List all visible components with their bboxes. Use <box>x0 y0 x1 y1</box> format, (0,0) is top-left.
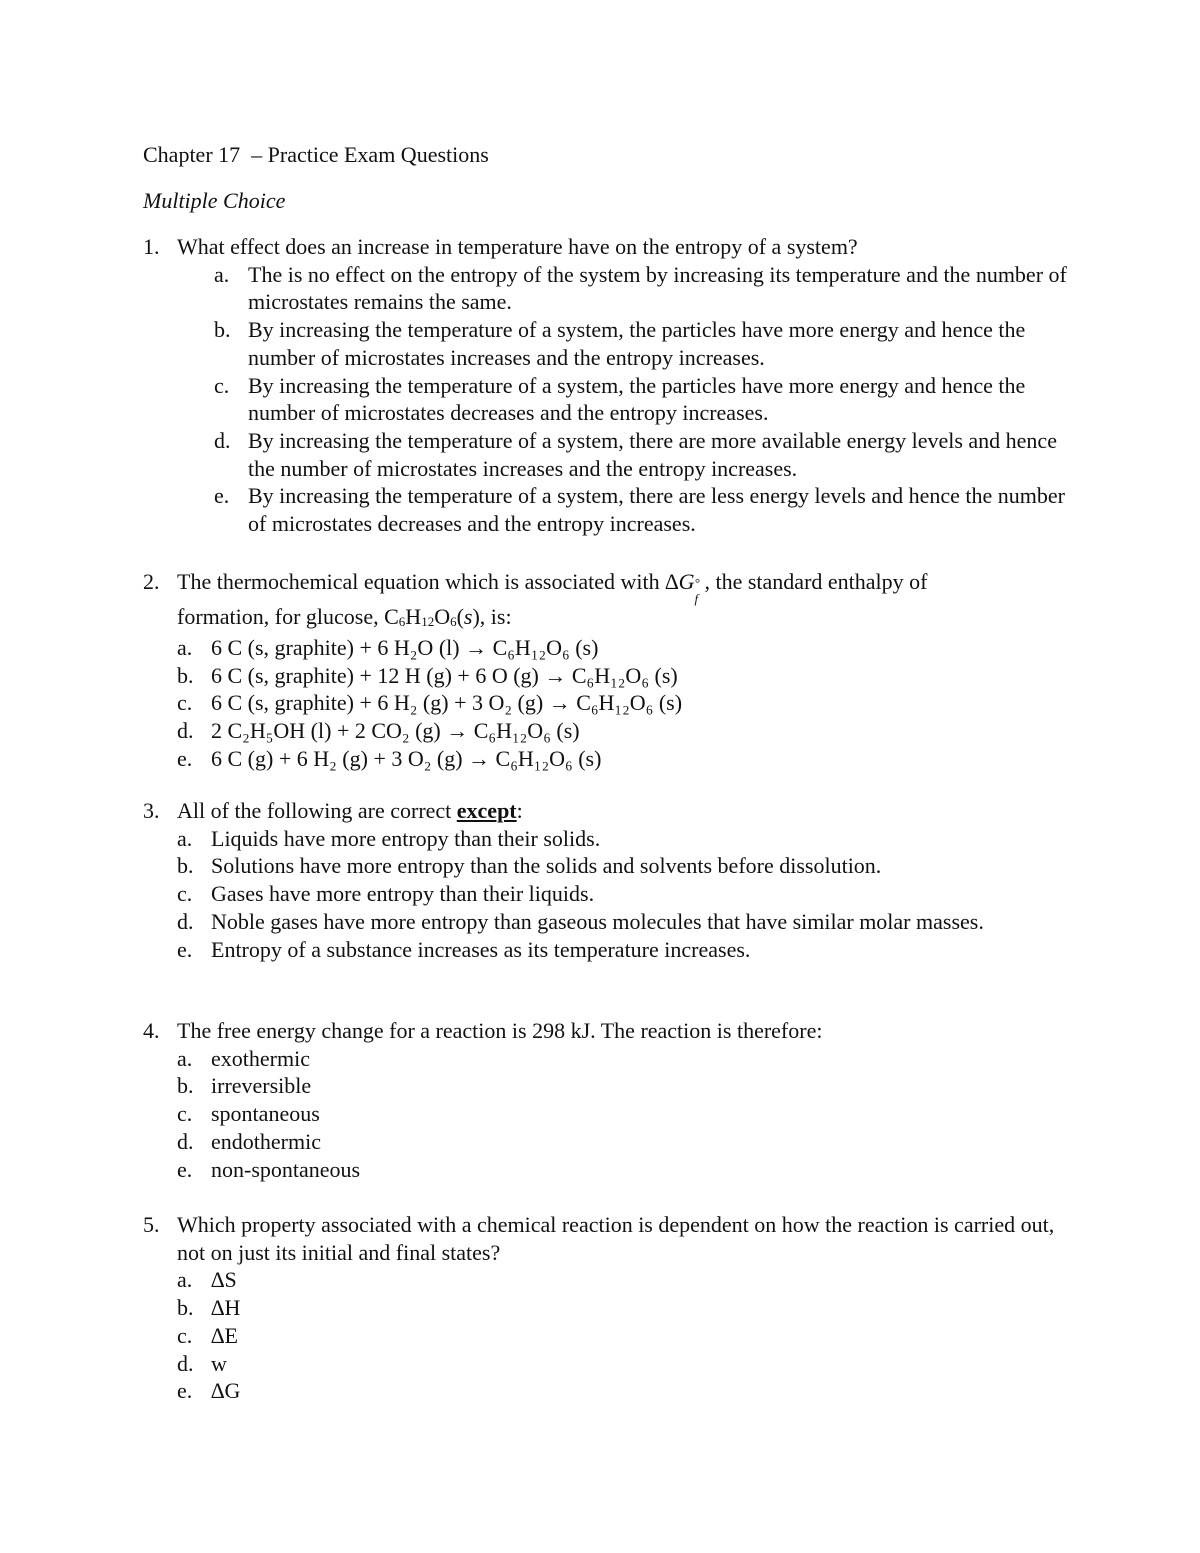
option-text: By increasing the temperature of a system, there are more available energy levels and hence the number of microstates increases and the entropy increases. <box>248 427 1057 481</box>
section-heading: Multiple Choice <box>143 188 286 213</box>
question-text: Which property associated with a chemical reaction is dependent on how the reaction is carried out, not on just its initial and final states? <box>177 1212 1055 1265</box>
answer-option <box>143 662 1078 690</box>
option-letter: c. <box>214 372 230 398</box>
question-text-cont: , the standard enthalpy of <box>704 569 928 594</box>
option-letter: b. <box>177 853 194 879</box>
degree-sup: ° <box>694 575 700 590</box>
question-4-stem <box>143 1017 1078 1045</box>
answer-option <box>143 372 1078 427</box>
question-number: 3. <box>143 798 160 823</box>
option-letter: b. <box>177 1073 194 1099</box>
answer-option <box>143 745 1078 773</box>
answer-option <box>143 717 1078 745</box>
option-letter: c. <box>177 881 193 907</box>
question-2-stem-line2: formation, for glucose, $C_6H_{12}O_6(s)$, is: <box>177 604 512 629</box>
option-letter: a. <box>177 1045 193 1071</box>
option-text: 2 C₂H₅OH (l) + 2 CO₂ (g) → C₆H₁₂O₆ (s) <box>211 718 580 744</box>
option-letter: b. <box>177 662 194 688</box>
question-number: 2. <box>143 569 160 594</box>
option-letter: c. <box>177 690 193 716</box>
question-text-line2: formation, for glucose, C <box>177 604 399 629</box>
option-text: ∆G <box>211 1378 241 1404</box>
answer-option <box>143 908 1078 936</box>
option-letter: a. <box>177 1267 193 1293</box>
option-letter: d. <box>177 1128 194 1154</box>
option-letter: d. <box>177 718 194 744</box>
question-3 <box>143 797 1078 963</box>
option-letter: e. <box>177 936 193 962</box>
answer-option <box>143 1266 1078 1294</box>
answer-option <box>143 1156 1078 1184</box>
question-text: The thermochemical equation which is associated with <box>177 569 660 594</box>
option-text: 6 C (s, graphite) + 12 H (g) + 6 O (g) → C₆H₁₂O₆ (s) <box>211 662 678 688</box>
question-4 <box>143 1017 1078 1183</box>
answer-option <box>143 634 1078 662</box>
option-text: By increasing the temperature of a system, the particles have more energy and hence the number of microstates increases and the entropy increases. <box>248 317 1026 370</box>
answer-option <box>143 1377 1078 1405</box>
answer-option <box>143 852 1078 880</box>
option-text: Gases have more entropy than their liquids. <box>211 881 595 907</box>
option-text: Solutions have more entropy than the solids and solvents before dissolution. <box>211 853 882 879</box>
option-text: ∆H <box>211 1295 241 1321</box>
answer-option <box>143 1128 1078 1156</box>
answer-option <box>143 1100 1078 1128</box>
question-2 <box>143 564 1078 773</box>
option-text: irreversible <box>211 1073 312 1099</box>
option-letter: d. <box>177 908 194 934</box>
question-text: What effect does an increase in temperature have on the entropy of a system? <box>177 234 858 259</box>
answer-option <box>143 482 1078 537</box>
question-5-stem <box>143 1211 1078 1266</box>
option-text: ∆E <box>211 1322 238 1348</box>
option-text: ∆S <box>211 1267 237 1293</box>
option-text: 6 C (s, graphite) + 6 H₂O (l) → C₆H₁₂O₆ (s) <box>211 635 599 660</box>
option-letter: a. <box>177 825 193 851</box>
delta-g-text: ∆G <box>665 569 695 594</box>
option-text: non-spontaneous <box>211 1156 361 1182</box>
question-number: 5. <box>143 1212 160 1237</box>
answer-option <box>143 689 1078 717</box>
answer-option <box>143 936 1078 964</box>
option-letter: c. <box>177 1322 193 1348</box>
option-text: Liquids have more entropy than their solids. <box>211 825 601 851</box>
option-letter: e. <box>177 1156 193 1182</box>
option-text: w <box>211 1350 227 1376</box>
option-text: By increasing the temperature of a system, there are less energy levels and hence the number of microstates decreases and the entropy increases. <box>248 483 1065 537</box>
option-letter: e. <box>177 1378 193 1404</box>
option-letter: b. <box>214 317 231 343</box>
question-text: The free energy change for a reaction is 298 kJ. The reaction is therefore: <box>177 1018 823 1043</box>
option-letter: b. <box>177 1295 194 1321</box>
answer-option <box>143 316 1078 371</box>
option-letter: e. <box>177 745 193 771</box>
question-1 <box>143 233 1078 538</box>
option-letter: c. <box>177 1101 193 1127</box>
option-text: 6 C (s, graphite) + 6 H₂ (g) + 3 O₂ (g) → C₆H₁₂O₆ (s) <box>211 690 683 716</box>
answer-option <box>143 1350 1078 1378</box>
option-text: Noble gases have more entropy than gaseous molecules that have similar molar masses. <box>211 908 984 934</box>
option-text: exothermic <box>211 1045 310 1071</box>
question-text: All of the following are correct <box>177 798 457 823</box>
answer-option <box>143 261 1078 316</box>
question-tail: : <box>516 798 523 823</box>
option-letter: a. <box>177 635 193 660</box>
answer-option <box>143 880 1078 908</box>
option-text: endothermic <box>211 1128 321 1154</box>
option-text: spontaneous <box>211 1101 320 1127</box>
page-title: Chapter 17 – Practice Exam Questions <box>143 142 489 167</box>
question-2-stem <box>143 564 1078 606</box>
answer-option <box>143 1072 1078 1100</box>
answer-option <box>143 1322 1078 1350</box>
option-letter: e. <box>214 483 230 509</box>
answer-option <box>143 1045 1078 1073</box>
answer-option <box>143 427 1078 482</box>
question-1-stem <box>143 233 1078 261</box>
answer-option <box>143 1294 1078 1322</box>
f-sub: f <box>694 591 699 606</box>
option-text: 6 C (g) + 6 H₂ (g) + 3 O₂ (g) → C₆H₁₂O₆ (s) <box>211 745 602 771</box>
question-3-stem <box>143 797 1078 825</box>
equation-options <box>143 634 1078 773</box>
option-letter: d. <box>177 1350 194 1376</box>
except-emphasis: except <box>456 798 517 823</box>
option-text: By increasing the temperature of a system, the particles have more energy and hence the number of microstates decreases and the entropy increases. <box>248 372 1026 426</box>
option-letter: d. <box>214 427 231 453</box>
question-number: 1. <box>143 234 160 259</box>
question-5 <box>143 1211 1078 1405</box>
option-text: Entropy of a substance increases as its temperature increases. <box>211 936 751 962</box>
question-number: 4. <box>143 1018 160 1043</box>
answer-option <box>143 825 1078 853</box>
delta-g-formation-symbol <box>665 569 704 606</box>
option-text: The is no effect on the entropy of the system by increasing its temperature and the number of microstates remains the same. <box>248 261 1067 315</box>
option-letter: a. <box>214 261 230 287</box>
